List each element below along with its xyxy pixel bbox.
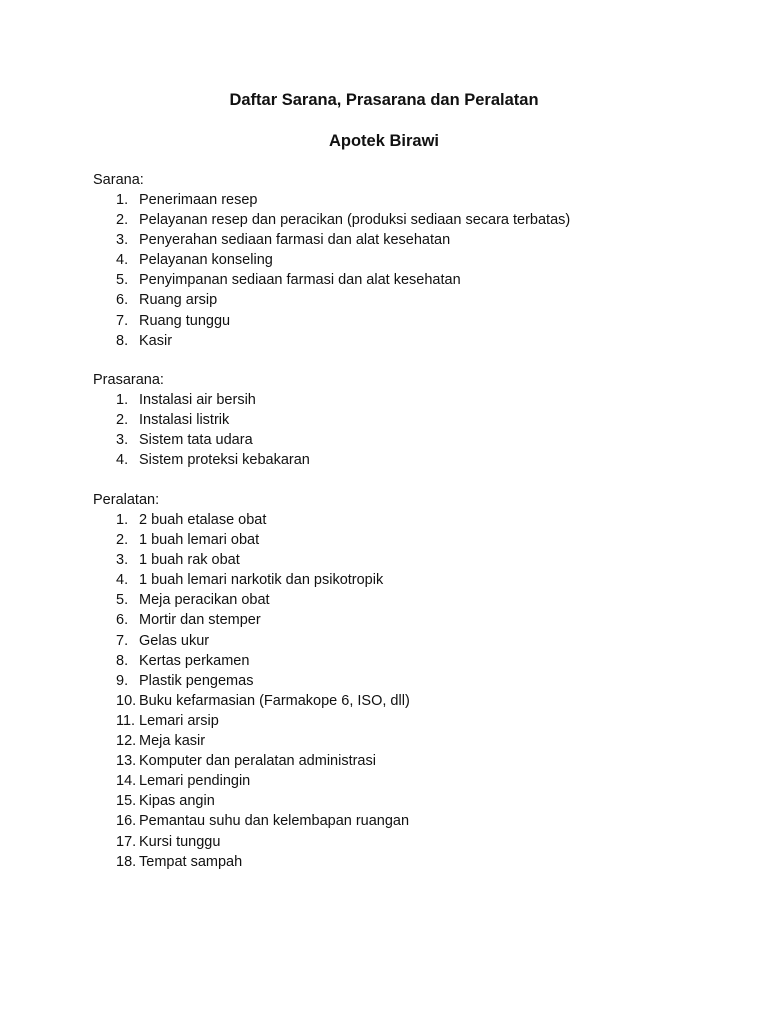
list-item-number: 16. (116, 813, 137, 830)
list-item (93, 410, 733, 430)
list-item (93, 832, 733, 852)
list-item-number: 3. (116, 552, 129, 569)
list-item-number: 1. (116, 192, 129, 208)
list-item (93, 250, 733, 270)
list-item-text: Kasir (139, 332, 173, 349)
list-item (93, 691, 733, 711)
list-item-text: 2 buah etalase obat (139, 512, 267, 528)
list-item (93, 510, 733, 530)
list-item-number: 2. (116, 212, 129, 229)
list-item-text: Ruang arsip (139, 292, 218, 309)
list-item-text: Buku kefarmasian (Farmakope 6, ISO, dll) (139, 692, 410, 709)
list-item-text: Penyerahan sediaan farmasi dan alat kesehatan (139, 232, 451, 249)
list-item (93, 190, 733, 210)
list-item-text: Pelayanan konseling (139, 252, 273, 269)
document-subtitle: Apotek Birawi (328, 132, 440, 150)
list-item-text: Tempat sampah (139, 853, 243, 870)
list-item (93, 651, 733, 671)
list-item-number: 2. (116, 412, 129, 429)
list-item (93, 530, 733, 550)
list-item (93, 751, 733, 771)
list-item (93, 270, 733, 290)
list-item (93, 590, 733, 610)
list-item-number: 18. (116, 853, 137, 870)
list-item-number: 2. (116, 532, 129, 549)
list-item-number: 13. (116, 753, 137, 770)
list-item-number: 5. (116, 272, 129, 289)
list-item-number: 5. (116, 592, 129, 609)
list-item-text: Mortir dan stemper (139, 612, 261, 629)
list-item-number: 6. (116, 292, 129, 309)
list-item-number: 8. (116, 332, 129, 349)
list-item (93, 230, 733, 250)
list-item-number: 14. (116, 773, 137, 790)
list-item (93, 610, 733, 630)
list-item (93, 450, 733, 470)
list-item-text: Pelayanan resep dan peracikan (produksi sediaan secara terbatas) (139, 212, 571, 229)
list-item (93, 210, 733, 230)
document-title: Daftar Sarana, Prasarana dan Peralatan (229, 91, 539, 109)
list-item-text: Penerimaan resep (139, 192, 258, 208)
list-item-number: 1. (116, 392, 129, 408)
list-item (93, 671, 733, 691)
list-item-text: Meja kasir (139, 733, 206, 750)
list-item-number: 3. (116, 232, 129, 249)
list-item-number: 11. (116, 712, 136, 729)
list-item-text: Sistem tata udara (139, 432, 253, 449)
list-item (93, 791, 733, 811)
section-sarana (93, 170, 733, 351)
list-item (93, 771, 733, 791)
list-item-text: Komputer dan peralatan administrasi (139, 753, 376, 770)
list-item (93, 811, 733, 831)
list-item-text: Penyimpanan sediaan farmasi dan alat kesehatan (139, 272, 461, 289)
list-item-number: 6. (116, 612, 129, 629)
list-item-text: Kursi tunggu (139, 833, 221, 850)
list-item-text: 1 buah lemari obat (139, 532, 260, 549)
section-heading: Prasarana: (93, 372, 164, 388)
list-item-number: 3. (116, 432, 129, 449)
list-item (93, 390, 733, 410)
list-item-number: 4. (116, 572, 129, 589)
list-item-text: Instalasi listrik (139, 412, 230, 429)
list-item-text: Lemari pendingin (139, 773, 251, 790)
list-item-number: 12. (116, 733, 137, 750)
list-item-text: Lemari arsip (139, 712, 219, 729)
list-item-text: Ruang tunggu (139, 312, 231, 329)
list-item-number: 4. (116, 452, 129, 469)
list-item (93, 852, 733, 872)
list-item-number: 17. (116, 833, 137, 850)
list-item-text: 1 buah lemari narkotik dan psikotropik (139, 572, 384, 589)
list-item-text: Kertas perkamen (139, 652, 250, 669)
list-item-text: Pemantau suhu dan kelembapan ruangan (139, 813, 410, 830)
list-item-number: 1. (116, 512, 129, 528)
item-list (93, 190, 733, 351)
list-item-text: Plastik pengemas (139, 672, 254, 689)
list-item (93, 550, 733, 570)
list-item (93, 570, 733, 590)
list-item-number: 7. (116, 632, 129, 649)
item-list (93, 390, 733, 470)
list-item-number: 7. (116, 312, 129, 329)
section-heading: Peralatan: (93, 492, 160, 508)
list-item-number: 10. (116, 692, 137, 709)
list-item (93, 711, 733, 731)
section-heading: Sarana: (93, 172, 144, 188)
list-item-number: 8. (116, 652, 129, 669)
list-item-text: Instalasi air bersih (139, 392, 256, 408)
section-peralatan (93, 490, 733, 872)
list-item-text: Sistem proteksi kebakaran (139, 452, 310, 469)
list-item-text: Kipas angin (139, 793, 215, 810)
list-item-text: Meja peracikan obat (139, 592, 270, 609)
list-item (93, 731, 733, 751)
item-list (93, 510, 733, 872)
list-item-number: 15. (116, 793, 137, 810)
list-item (93, 631, 733, 651)
list-item (93, 290, 733, 310)
list-item-text: Gelas ukur (139, 632, 210, 649)
list-item-text: 1 buah rak obat (139, 552, 240, 569)
list-item (93, 430, 733, 450)
list-item-number: 4. (116, 252, 129, 269)
list-item-number: 9. (116, 672, 129, 689)
list-item (93, 331, 733, 351)
section-prasarana (93, 370, 733, 470)
list-item (93, 311, 733, 331)
